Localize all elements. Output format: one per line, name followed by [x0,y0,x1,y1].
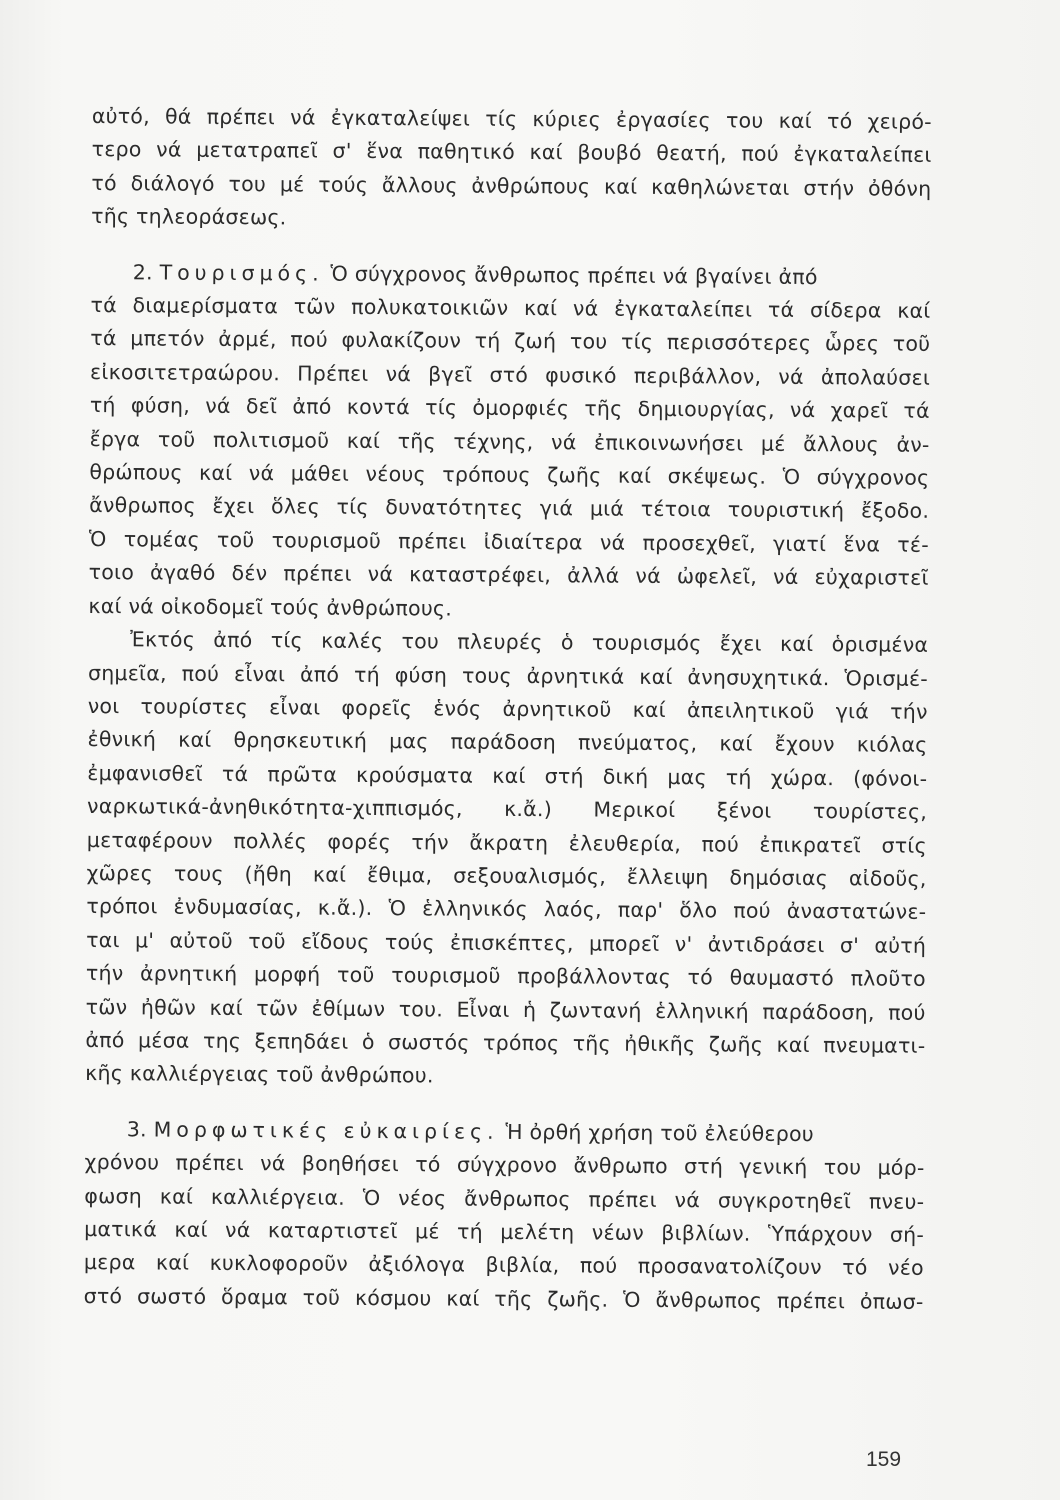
text-line: μερα καί κυκλοφοροῦν ἀξιόλογα βιβλία, πού προσανατολίζουν τό νέο [83,1250,924,1281]
text-line: ναρκωτικά-ἀνηθικότητα-χιππισμός, κ.ἄ.) Μερικοί ξένοι τουρίστες, [86,794,928,824]
text-line: τρόποι ἐνδυμασίας, κ.ἄ.). Ὁ ἑλληνικός λαός, παρ' ὅλο πού ἀναστατώνε- [86,894,927,925]
text-line: τῆς τηλεοράσεως. [91,204,287,230]
text-line: τοιο ἀγαθό δέν πρέπει νά καταστρέφει, ἀλλά νά ὠφελεῖ, νά εὐχαριστεῖ [88,560,929,591]
section-number: 3. [126,1117,147,1142]
text-line: ἔργα τοῦ πολιτισμοῦ καί τῆς τέχνης, νά ἐπικοινωνήσει μέ ἄλλους ἀν- [89,426,930,457]
text-line: τά μπετόν ἀρμέ, πού φυλακίζουν τή ζωή του τίς περισσότερες ὧρες τοῦ [90,326,931,357]
page-number: 159 [866,1448,902,1471]
text-line: ἄνθρωπος ἔχει ὅλες τίς δυνατότητες γιά μιά τέτοια τουριστική ἔξοδο. [89,493,930,524]
text-line: Ἐκτός ἀπό τίς καλές του πλευρές ὁ τουρισμός ἔχει καί ὁρισμένα [130,627,929,657]
text-line: στό σωστό ὅραμα τοῦ κόσμου καί τῆς ζωῆς. Ὁ ἄνθρωπος πρέπει ὀπωσ- [83,1283,924,1314]
text-line: αὐτό, θά πρέπει νά ἐγκαταλείψει τίς κύριες ἐργασίες του καί τό χειρό- [91,103,932,134]
text-line: τή φύση, νά δεῖ ἀπό κοντά τίς ὀμορφιές τῆς δημιουργίας, νά χαρεῖ τά [89,393,930,424]
text-line: τῶν ἠθῶν καί τῶν ἐθίμων του. Εἶναι ἡ ζωντανή ἑλληνική παράδοση, πού [85,994,926,1025]
text-line: μεταφέρουν πολλές φορές τήν ἄκρατη ἐλευθερία, πού ἐπικρατεῖ στίς [86,827,927,858]
text-line: τά διαμερίσματα τῶν πολυκατοικιῶν καί νά ἐγκαταλείπει τά σίδερα καί [90,293,931,323]
text-line: χῶρες τους (ἤθη καί ἔθιμα, σεξουαλισμός, ἔλλειψη δημόσιας αἰδοῦς, [86,860,927,891]
text-line: Ὁ σύγχρονος ἄνθρωπος πρέπει νά βγαίνει ἀπό [330,261,818,289]
section-title: Μορφωτικές εὐκαιρίες. [153,1117,499,1144]
text-line: θρώπους καί νά μάθει νέους τρόπους ζωῆς καί σκέψεως. Ὁ σύγχρονος [89,460,930,490]
text-line: ματικά καί νά καταρτιστεῖ μέ τή μελέτη νέων βιβλίων. Ὑπάρχουν σή- [84,1216,925,1247]
text-line: κῆς καλλιέργειας τοῦ ἀνθρώπου. [85,1061,434,1088]
body-text [84,100,932,1319]
section-title: Τουρισμός. [159,260,324,286]
section-number: 2. [132,259,153,285]
text-line: εἰκοσιτετραώρου. Πρέπει νά βγεῖ στό φυσικό περιβάλλον, νά ἀπολαύσει [90,359,931,390]
text-line: τήν ἀρνητική μορφή τοῦ τουρισμοῦ προβάλλοντας τό θαυμαστό πλοῦτο [85,961,926,991]
text-line: νοι τουρίστες εἶναι φορεῖς ἑνός ἀρνητικοῦ καί ἀπειλητικοῦ γιά τήν [87,693,928,724]
text-line: ται μ' αὐτοῦ τοῦ εἴδους τούς ἐπισκέπτες, μπορεῖ ν' ἀντιδράσει σ' αὐτή [86,927,927,958]
text-line: τό διάλογό του μέ τούς ἄλλους ἀνθρώπους καί καθηλώνεται στήν ὀθόνη [91,170,932,201]
text-line: ἐμφανισθεῖ τά πρῶτα κρούσματα καί στή δική μας τή χώρα. (φόνοι- [87,760,928,791]
text-line: Ἡ ὀρθή χρήση τοῦ ἐλεύθερου [505,1119,815,1146]
text-line: Ὁ τομέας τοῦ τουρισμοῦ πρέπει ἰδιαίτερα νά προσεχθεῖ, γιατί ἕνα τέ- [88,526,929,557]
text-line: χρόνου πρέπει νά βοηθήσει τό σύγχρονο ἄνθρωπο στή γενική του μόρ- [84,1150,925,1181]
text-line: σημεῖα, πού εἶναι ἀπό τή φύση τους ἀρνητικά καί ἀνησυχητικά. Ὁρισμέ- [87,660,929,691]
text-line: ἐθνική καί θρησκευτική μας παράδοση πνεύματος, καί ἔχουν κιόλας [87,727,928,758]
text-line: ἀπό μέσα της ξεπηδάει ὁ σωστός τρόπος τῆς ἠθικῆς ζωῆς καί πνευματι- [85,1027,926,1058]
text-line: καί νά οἰκοδομεῖ τούς ἀνθρώπους. [88,593,453,621]
text-line: φωση καί καλλιέργεια. Ὁ νέος ἄνθρωπος πρέπει νά συγκροτηθεῖ πνευ- [84,1183,925,1214]
text-line: τερο νά μετατραπεῖ σ' ἕνα παθητικό καί βουβό θεατή, πού ἐγκαταλείπει [91,137,932,168]
